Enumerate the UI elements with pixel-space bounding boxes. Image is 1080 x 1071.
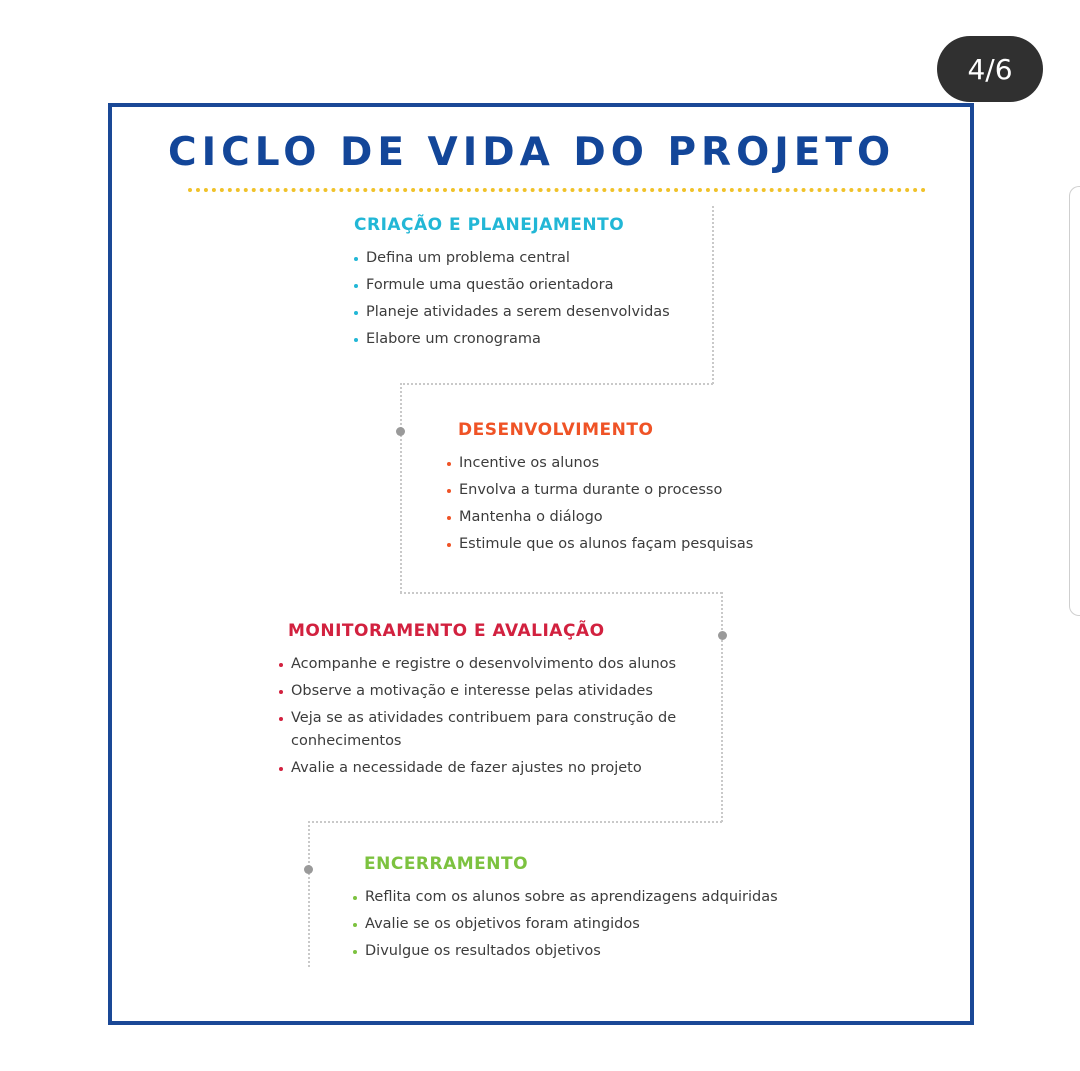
side-panel-handle[interactable]	[1069, 186, 1080, 616]
list-item: Elabore um cronograma	[354, 328, 704, 351]
stage-item-list	[354, 247, 704, 351]
title-dotted-divider	[188, 188, 926, 192]
bullet-icon	[353, 950, 357, 954]
list-item: Avalie se os objetivos foram atingidos	[353, 913, 813, 936]
list-item: Envolva a turma durante o processo	[447, 479, 807, 502]
bullet-icon	[353, 923, 357, 927]
stage-heading: CRIAÇÃO E PLANEJAMENTO	[354, 215, 625, 235]
stage-heading: MONITORAMENTO E AVALIAÇÃO	[288, 621, 605, 641]
connector-line	[400, 383, 402, 593]
list-item: Veja se as atividades contribuem para construção de conhecimentos	[279, 707, 704, 753]
list-item: Reflita com os alunos sobre as aprendizagens adquiridas	[353, 886, 813, 909]
stage-closing	[353, 854, 813, 967]
bullet-icon	[354, 284, 358, 288]
bullet-icon	[279, 690, 283, 694]
page-counter-badge: 4/6	[937, 36, 1043, 102]
bullet-icon	[279, 663, 283, 667]
bullet-icon	[447, 462, 451, 466]
timeline-node	[396, 427, 405, 436]
list-item: Defina um problema central	[354, 247, 704, 270]
list-item: Observe a motivação e interesse pelas atividades	[279, 680, 704, 703]
bullet-icon	[279, 717, 283, 721]
timeline-node	[718, 631, 727, 640]
bullet-icon	[279, 767, 283, 771]
list-item: Avalie a necessidade de fazer ajustes no projeto	[279, 757, 704, 780]
stage-item-list	[279, 653, 704, 780]
stage-heading: DESENVOLVIMENTO	[458, 420, 654, 440]
connector-line	[308, 821, 722, 823]
list-item: Divulgue os resultados objetivos	[353, 940, 813, 963]
stage-heading: ENCERRAMENTO	[364, 854, 529, 874]
infographic-title: CICLO DE VIDA DO PROJETO	[168, 130, 896, 175]
list-item: Formule uma questão orientadora	[354, 274, 704, 297]
list-item: Mantenha o diálogo	[447, 506, 807, 529]
stage-item-list	[353, 886, 813, 963]
bullet-icon	[353, 896, 357, 900]
connector-line	[400, 383, 713, 385]
connector-line	[712, 206, 714, 384]
stage-development	[447, 420, 807, 560]
connector-line	[721, 592, 723, 822]
timeline-node	[304, 865, 313, 874]
bullet-icon	[447, 516, 451, 520]
stage-item-list	[447, 452, 807, 556]
list-item: Estimule que os alunos façam pesquisas	[447, 533, 807, 556]
stage-creation-planning	[354, 215, 704, 355]
connector-line	[308, 821, 310, 967]
list-item: Incentive os alunos	[447, 452, 807, 475]
bullet-icon	[354, 257, 358, 261]
bullet-icon	[354, 311, 358, 315]
bullet-icon	[354, 338, 358, 342]
list-item: Planeje atividades a serem desenvolvidas	[354, 301, 704, 324]
connector-line	[400, 592, 722, 594]
list-item: Acompanhe e registre o desenvolvimento dos alunos	[279, 653, 704, 676]
stage-monitoring-evaluation	[279, 621, 704, 784]
bullet-icon	[447, 489, 451, 493]
bullet-icon	[447, 543, 451, 547]
